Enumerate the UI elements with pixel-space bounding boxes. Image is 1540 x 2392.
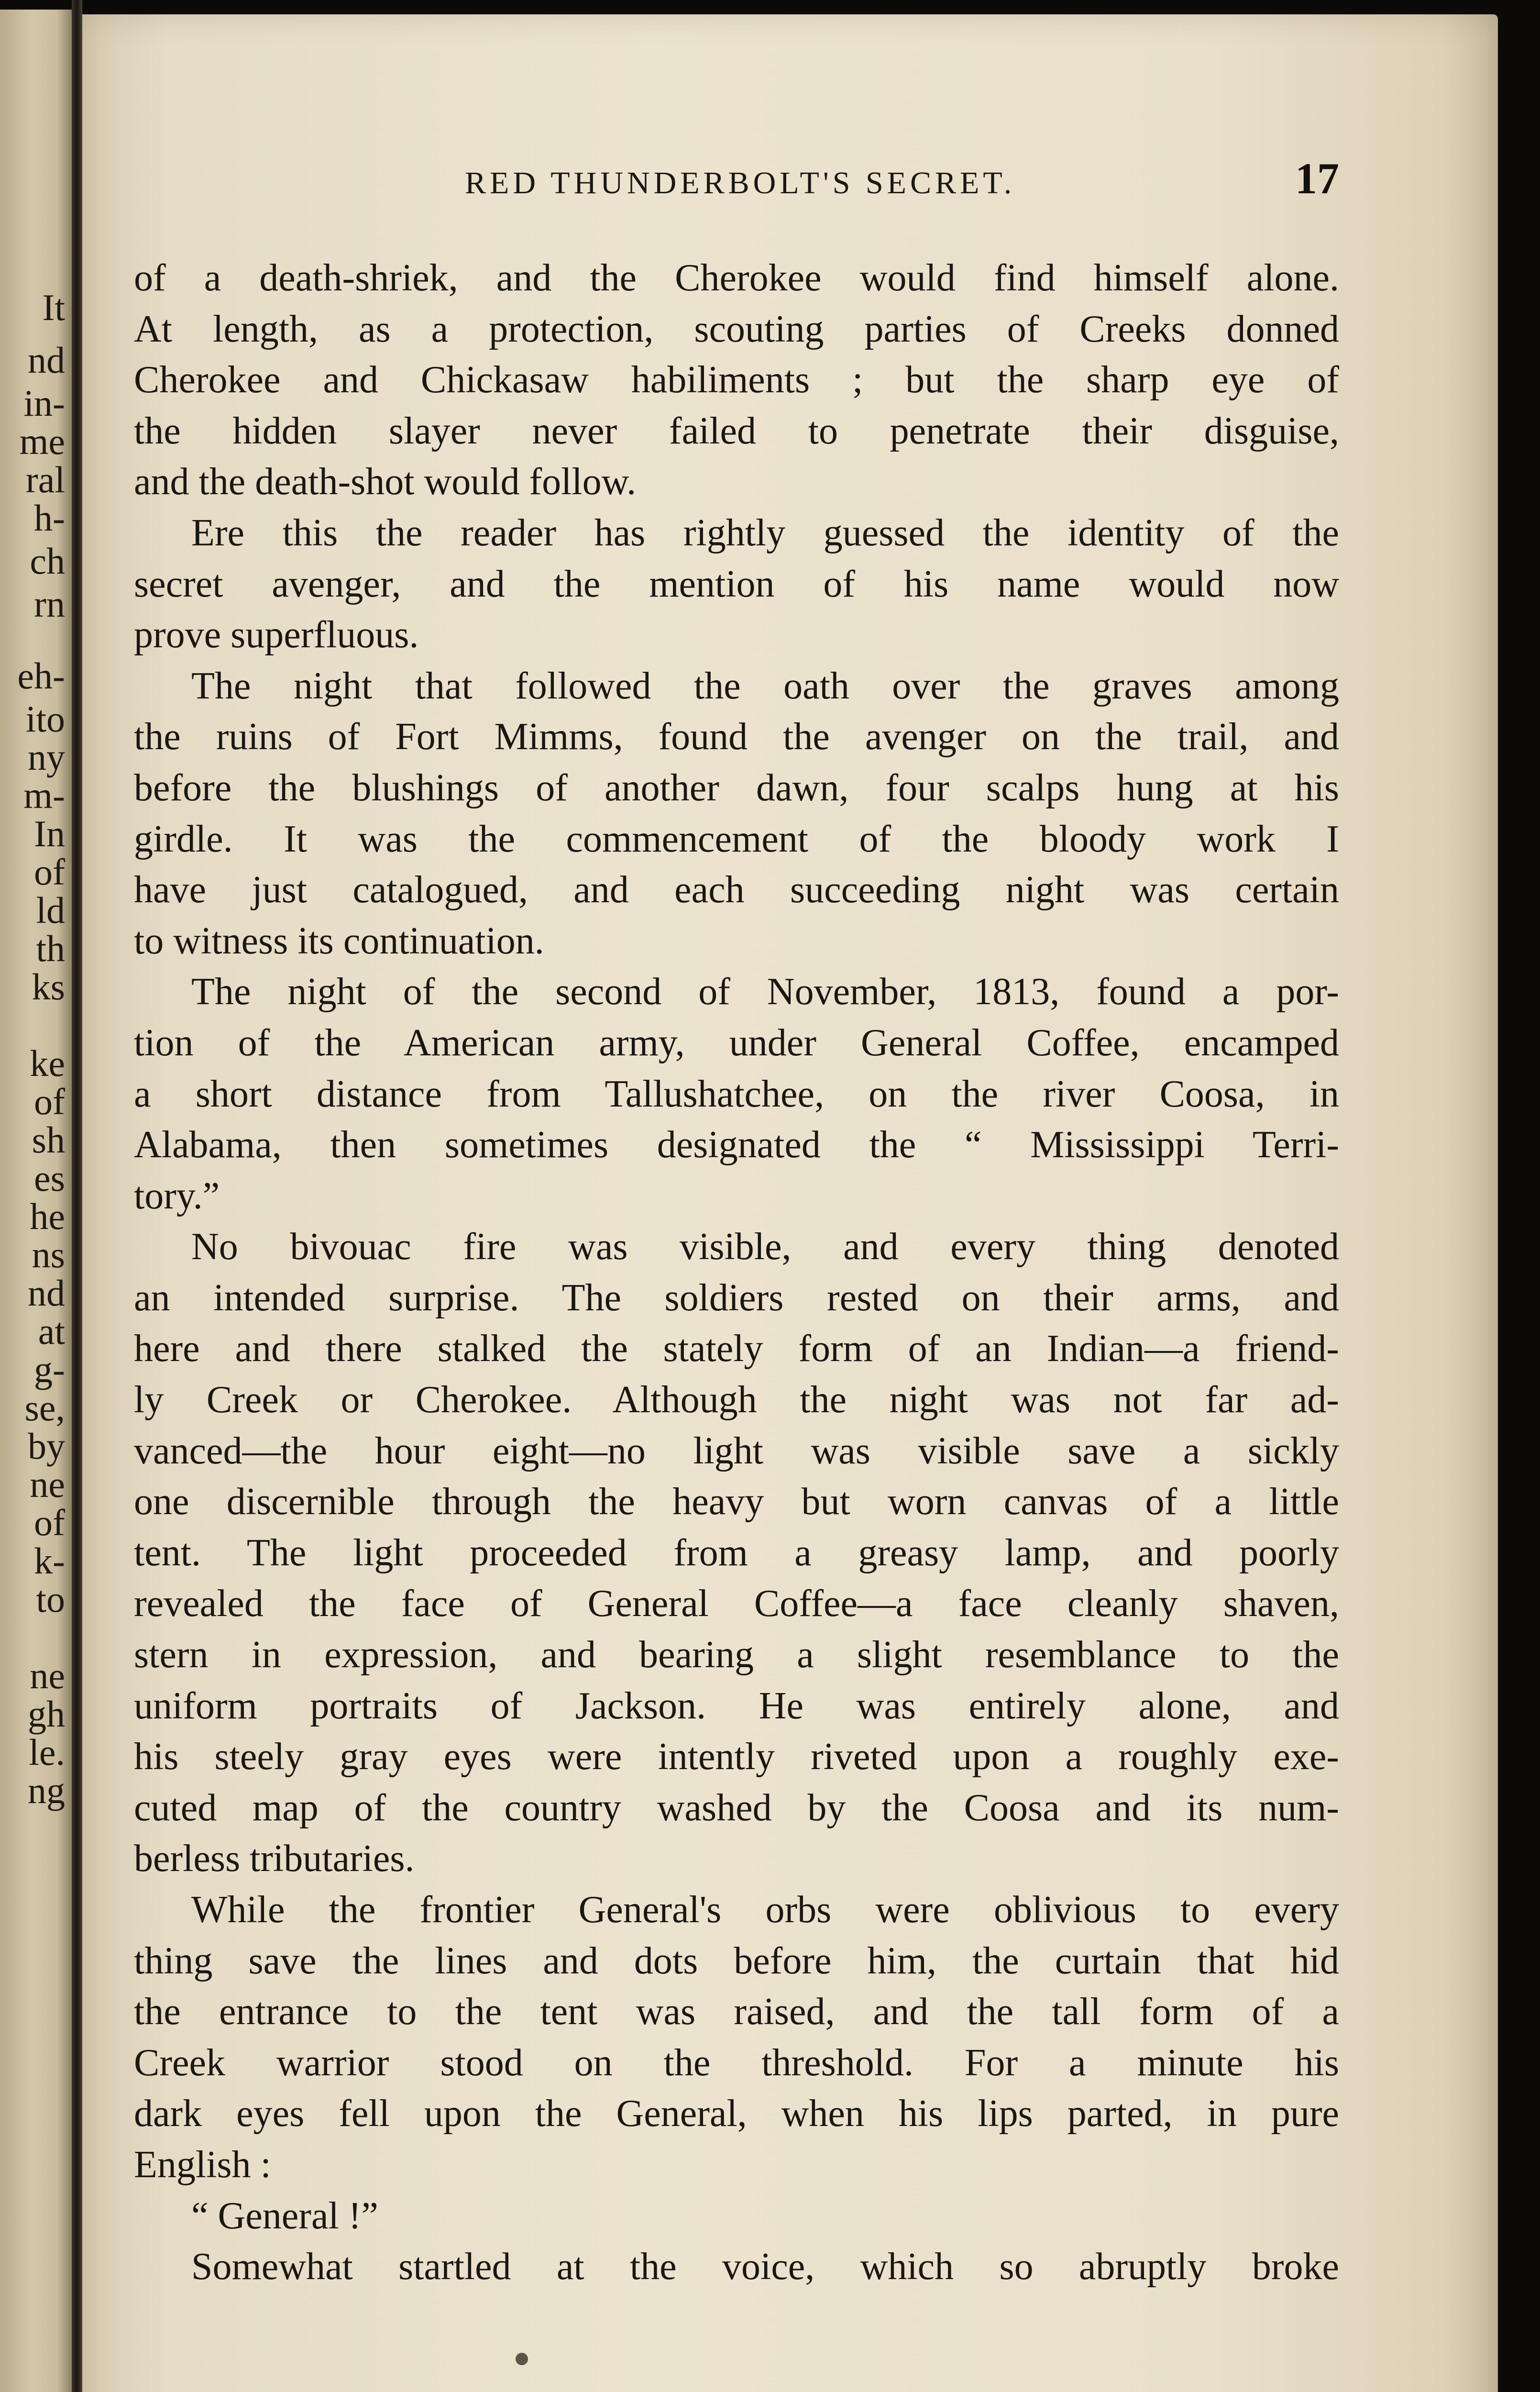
text-line: to witness its continuation. [134, 919, 544, 962]
text-line: one discernible through the heavy but worn canvas of a little [134, 1481, 1339, 1523]
text-line: the ruins of Fort Mimms, found the avenger on the trail, and [134, 716, 1339, 758]
facing-page-edge [0, 10, 72, 2392]
facing-page-fragment: gh [28, 1693, 65, 1735]
text-line: secret avenger, and the mention of his name would now [134, 563, 1339, 605]
text-line: ly Creek or Cherokee. Although the night was not far ad- [134, 1379, 1339, 1421]
facing-page-fragment: ns [32, 1234, 65, 1275]
text-line: While the frontier General's orbs were oblivious to every [191, 1889, 1339, 1931]
text-line: uniform portraits of Jackson. He was entirely alone, and [134, 1684, 1339, 1727]
page-number: 17 [1295, 154, 1339, 203]
facing-page-fragment: eh- [17, 655, 65, 697]
facing-page-fragment: ng [28, 1770, 65, 1811]
text-line: English : [134, 2143, 271, 2186]
facing-page-fragment: ny [28, 736, 65, 778]
text-line: cuted map of the country washed by the Coosa and its num- [134, 1786, 1339, 1829]
text-line: berless tributaries. [134, 1838, 415, 1880]
text-line: before the blushings of another dawn, four scalps hung at his [134, 766, 1339, 809]
facing-page-fragment: ld [36, 889, 65, 931]
text-line: dark eyes fell upon the General, when his lips parted, in pure [134, 2093, 1339, 2135]
text-line: vanced—the hour eight—no light was visible save a sickly [134, 1429, 1339, 1472]
text-line: and the death-shot would follow. [134, 461, 637, 503]
text-line: of a death-shriek, and the Cherokee would find himself alone. [134, 257, 1339, 299]
facing-page-fragment: of [34, 1502, 65, 1543]
book-gutter [72, 0, 82, 2392]
text-line: Alabama, then sometimes designated the “ Mississippi Terri- [134, 1124, 1339, 1166]
facing-page-fragment: me [19, 421, 65, 462]
text-line: No bivouac fire was visible, and every thing denoted [191, 1226, 1339, 1268]
body-text [134, 253, 1339, 2292]
text-line: a short distance from Tallushatchee, on the river Coosa, in [134, 1073, 1339, 1115]
facing-page-fragment: se, [24, 1387, 65, 1429]
facing-page-fragment: nd [28, 1272, 65, 1314]
facing-page-fragment: es [34, 1157, 65, 1199]
facing-page-fragment: In [34, 813, 65, 854]
text-line: Creek warrior stood on the threshold. For a minute his [134, 2041, 1339, 2084]
text-line: the hidden slayer never failed to penetrate their disguise, [134, 410, 1339, 452]
text-line: Ere this the reader has rightly guessed the identity of the [191, 511, 1339, 554]
text-line: girdle. It was the commencement of the bloody work I [134, 818, 1339, 860]
facing-page-fragment: ne [30, 1655, 65, 1696]
facing-page-fragment: ks [32, 966, 65, 1008]
facing-page-fragment: ne [30, 1463, 65, 1505]
text-line: tory.” [134, 1174, 220, 1217]
facing-page-fragment: he [30, 1196, 65, 1237]
facing-page-fragment: rn [34, 583, 65, 625]
text-line: prove superfluous. [134, 614, 419, 656]
text-line: tent. The light proceeded from a greasy lamp, and poorly [134, 1531, 1339, 1574]
facing-page-fragment: in- [23, 382, 65, 424]
facing-page-fragment: ke [30, 1042, 65, 1084]
facing-page-fragment: of [34, 1081, 65, 1122]
running-head: RED THUNDERBOLT'S SECRET. [465, 166, 1016, 200]
facing-page-fragment: by [28, 1425, 65, 1467]
text-line: here and there stalked the stately form of an Indian—a friend- [134, 1328, 1339, 1370]
facing-page-fragment: nd [28, 339, 65, 381]
facing-page-fragment: th [36, 928, 65, 969]
facing-page-fragment: at [38, 1310, 65, 1352]
text-line: tion of the American army, under General Coffee, encamped [134, 1021, 1339, 1064]
text-line: thing save the lines and dots before him, the curtain that hid [134, 1939, 1339, 1982]
text-line: “ General !” [191, 2194, 378, 2237]
text-line: an intended surprise. The soldiers rested on their arms, and [134, 1276, 1339, 1319]
text-line: stern in expression, and bearing a slight resemblance to the [134, 1634, 1339, 1676]
text-line: At length, as a protection, scouting parties of Creeks donned [134, 308, 1339, 350]
facing-page-fragment: h- [34, 497, 65, 539]
text-line: revealed the face of General Coffee—a face cleanly shaven, [134, 1583, 1339, 1625]
text-line: have just catalogued, and each succeeding night was certain [134, 869, 1339, 911]
facing-page-fragment: ito [25, 698, 65, 740]
facing-page-fragment: m- [23, 775, 65, 816]
facing-page-fragment: to [36, 1578, 65, 1620]
text-line: the entrance to the tent was raised, and the tall form of a [134, 1991, 1339, 2033]
text-line: Cherokee and Chickasaw habiliments ; but the sharp eye of [134, 359, 1339, 401]
facing-page-fragment: of [34, 851, 65, 893]
facing-page-fragment: ch [30, 540, 65, 582]
text-line: The night that followed the oath over the graves among [191, 664, 1339, 707]
facing-page-fragment: ral [25, 459, 65, 500]
facing-page-fragment: sh [32, 1119, 65, 1161]
ink-dot [516, 2353, 528, 2365]
facing-page-fragment: k- [34, 1540, 65, 1582]
text-line: Somewhat startled at the voice, which so abruptly broke [191, 2246, 1339, 2288]
facing-page-fragment: le. [29, 1731, 65, 1773]
text-line: The night of the second of November, 1813, found a por- [191, 971, 1339, 1013]
facing-page-fragment: g- [34, 1349, 65, 1390]
text-line: his steely gray eyes were intently riveted upon a roughly exe- [134, 1736, 1339, 1778]
facing-page-fragment: It [42, 287, 65, 328]
